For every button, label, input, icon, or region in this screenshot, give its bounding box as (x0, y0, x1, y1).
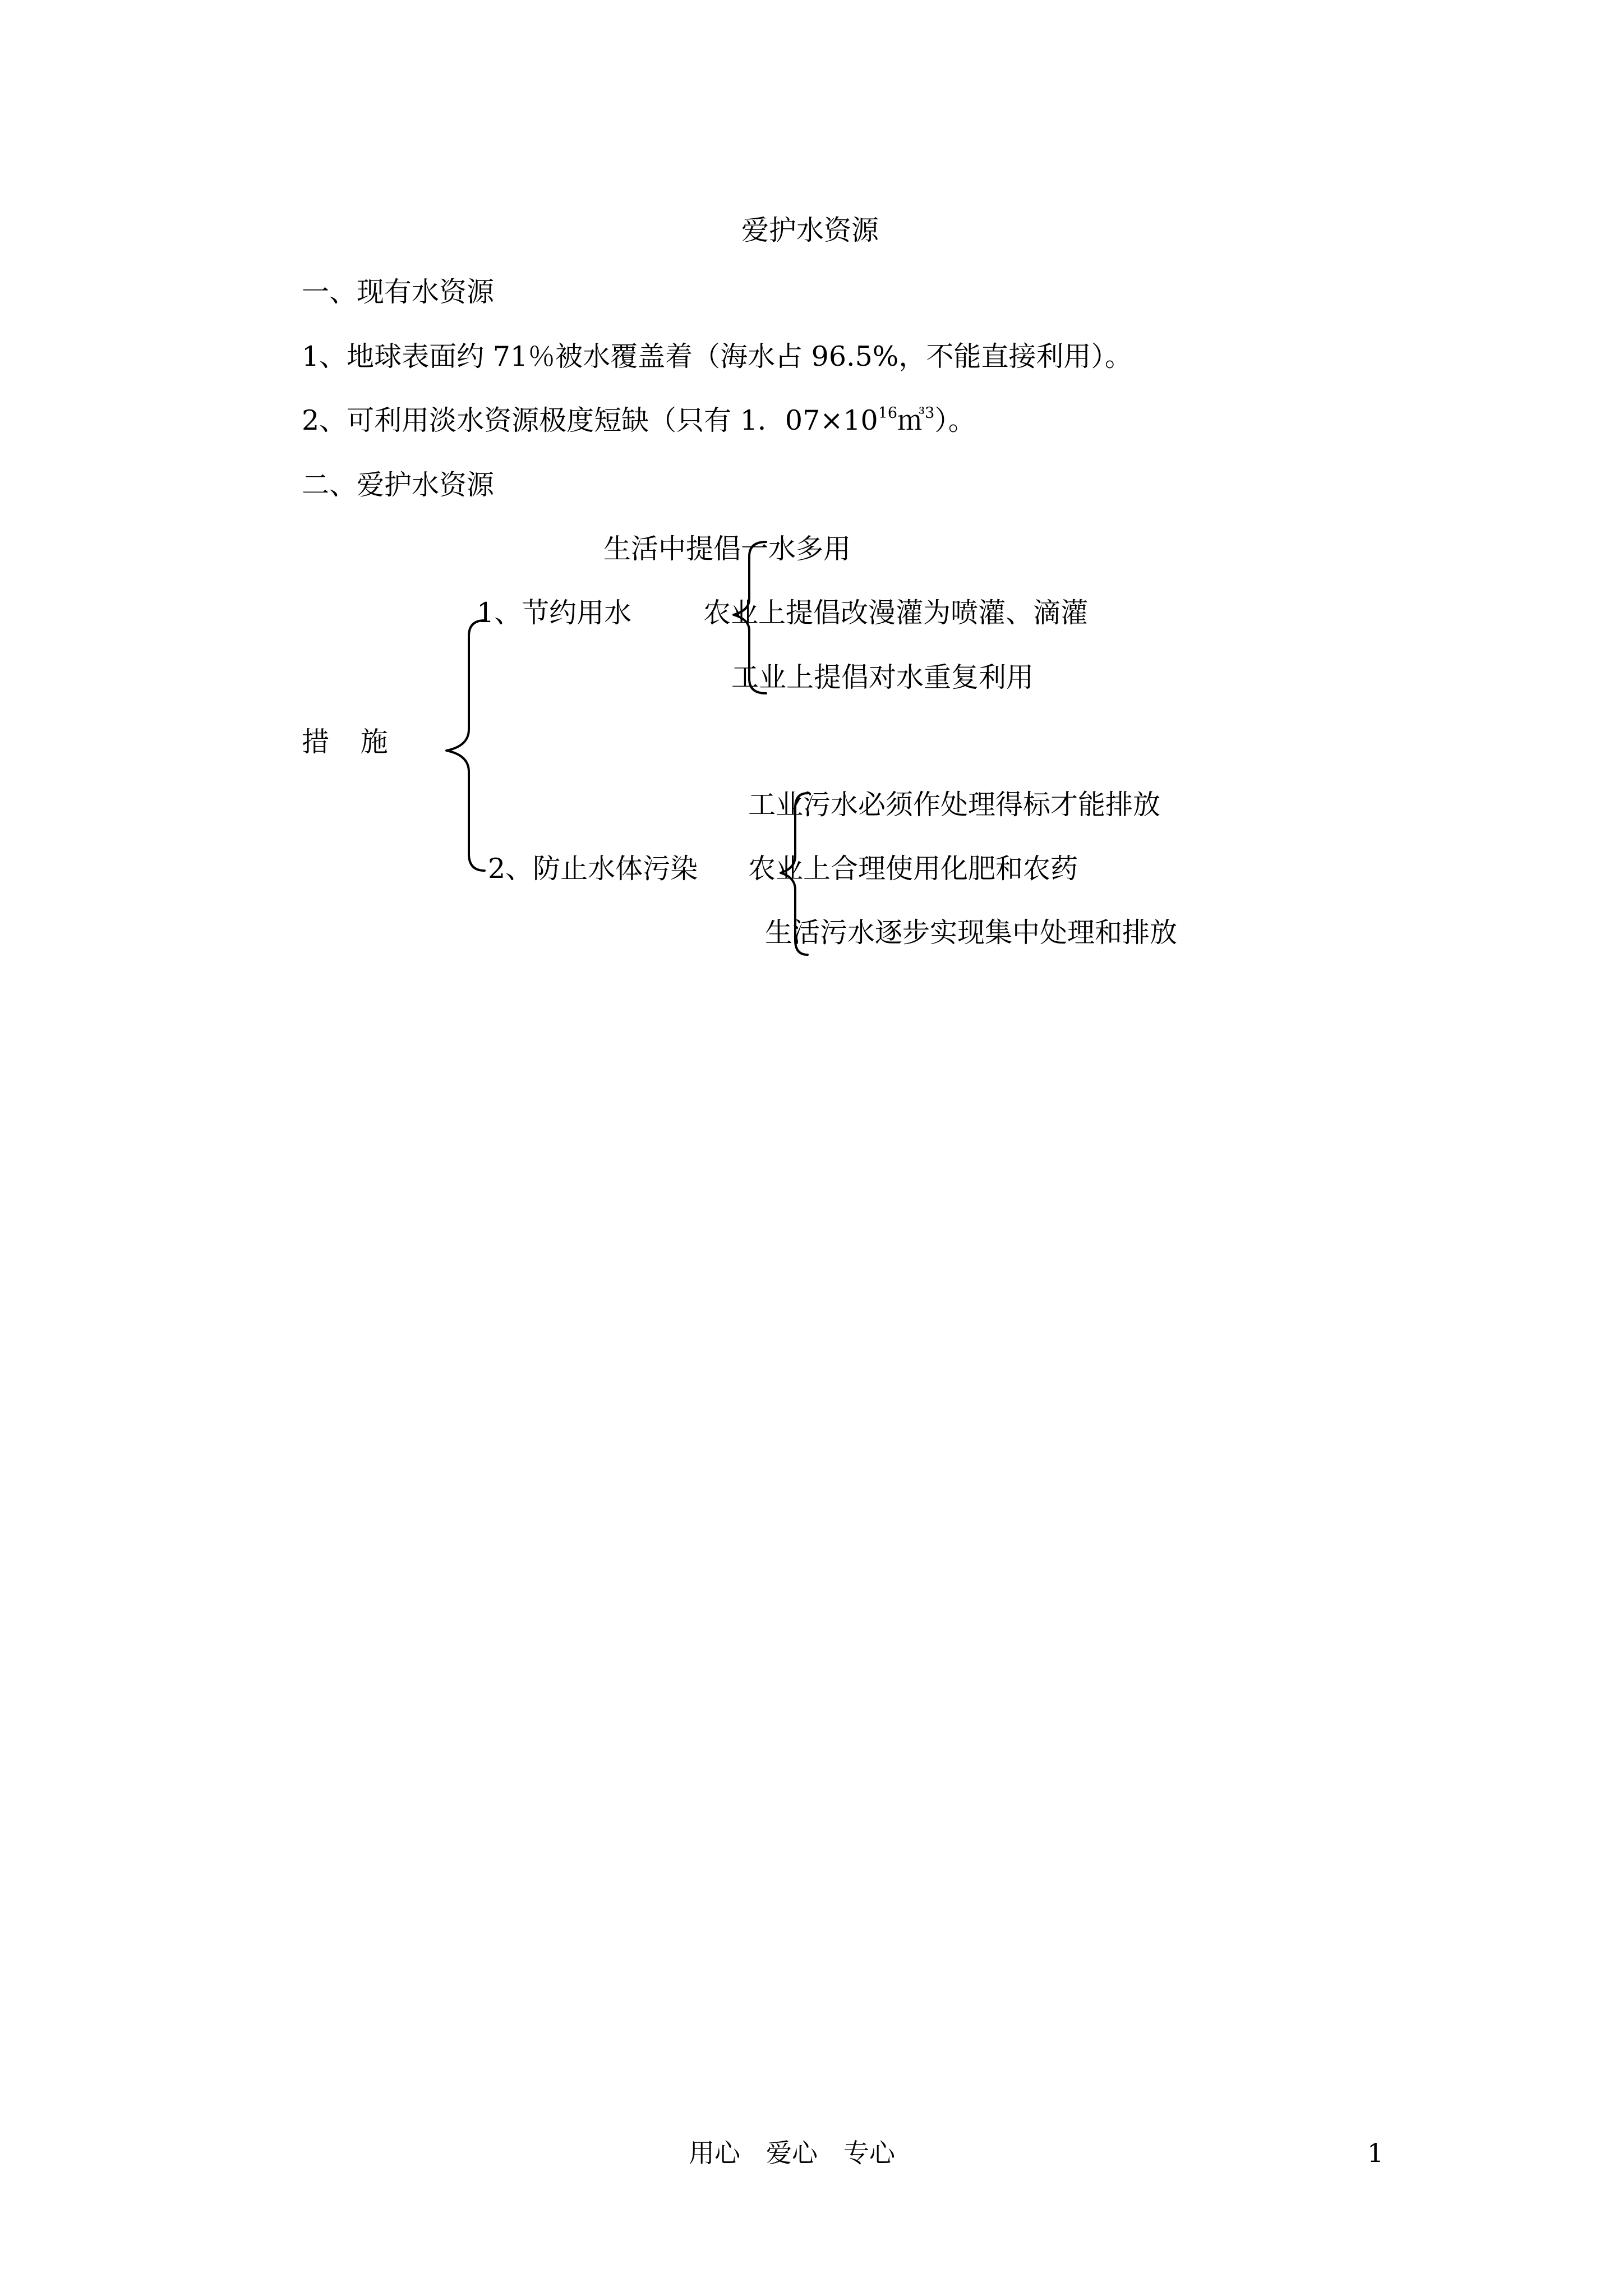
point-earth-surface-water: 1、地球表面约 71％被水覆盖着（海水占 96.5%，不能直接利用）。 (302, 341, 1132, 372)
section-heading-existing-water: 一、现有水资源 (302, 276, 495, 308)
exponent: 16 (878, 404, 898, 422)
save-water-item-agriculture: 农业上提倡改漫灌为喷灌、滴灌 (703, 597, 1089, 629)
measure-save-water-label: 1、节约用水 (477, 597, 632, 629)
point-freshwater-suffix: ）。 (934, 404, 976, 436)
point-freshwater-prefix: 2、可利用淡水资源极度短缺（只有 1．07×10 (302, 404, 878, 436)
pollution-item-domestic: 生活污水逐步实现集中处理和排放 (765, 917, 1178, 949)
save-water-item-industry: 工业上提倡对水重复利用 (731, 661, 1034, 693)
point-freshwater-shortage (302, 404, 976, 436)
section-heading-protect-water: 二、爱护水资源 (302, 469, 495, 501)
measure-prevent-pollution-label: 2、防止水体污染 (488, 853, 698, 885)
measures-label: 措 施 (302, 726, 388, 758)
unit: ㎥ (897, 404, 925, 436)
pollution-item-industry: 工业污水必须作处理得标才能排放 (748, 789, 1161, 821)
pollution-item-agriculture: 农业上合理使用化肥和农药 (748, 853, 1078, 885)
page-number: 1 (1367, 2138, 1384, 2168)
main-brace (446, 620, 485, 871)
unit-exponent: 3 (925, 404, 935, 422)
footer-motto: 用心 爱心 专心 (689, 2138, 895, 2168)
document-title: 爱护水资源 (741, 214, 879, 246)
save-water-item-daily-life: 生活中提倡一水多用 (603, 533, 851, 565)
